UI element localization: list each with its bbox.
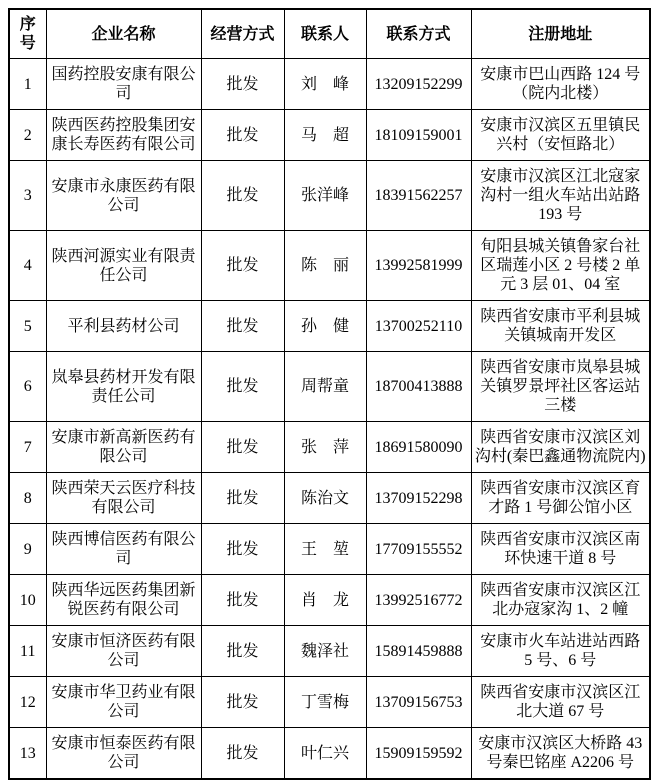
cell-serial: 13 — [9, 728, 46, 780]
table-row — [9, 110, 650, 161]
cell-phone: 18109159001 — [366, 110, 471, 161]
cell-business-mode: 批发 — [201, 473, 284, 524]
cell-address: 安康市巴山西路 124 号（院内北楼） — [471, 59, 650, 110]
cell-company-name: 安康市华卫药业有限公司 — [46, 677, 201, 728]
cell-serial: 9 — [9, 524, 46, 575]
cell-contact: 王 堃 — [284, 524, 366, 575]
cell-contact: 刘 峰 — [284, 59, 366, 110]
cell-phone: 15909159592 — [366, 728, 471, 780]
cell-business-mode: 批发 — [201, 422, 284, 473]
cell-business-mode: 批发 — [201, 626, 284, 677]
cell-phone: 13700252110 — [366, 301, 471, 352]
cell-contact: 周帮童 — [284, 352, 366, 422]
cell-business-mode: 批发 — [201, 677, 284, 728]
table-row — [9, 352, 650, 422]
cell-serial: 11 — [9, 626, 46, 677]
cell-contact: 张洋峰 — [284, 161, 366, 231]
cell-company-name: 陕西博信医药有限公司 — [46, 524, 201, 575]
table-row — [9, 473, 650, 524]
col-header-serial: 序号 — [9, 9, 46, 59]
cell-serial: 8 — [9, 473, 46, 524]
cell-business-mode: 批发 — [201, 524, 284, 575]
cell-contact: 孙 健 — [284, 301, 366, 352]
table-row — [9, 626, 650, 677]
cell-business-mode: 批发 — [201, 59, 284, 110]
cell-serial: 5 — [9, 301, 46, 352]
table-row — [9, 524, 650, 575]
col-header-contact: 联系人 — [284, 9, 366, 59]
cell-business-mode: 批发 — [201, 352, 284, 422]
cell-company-name: 平利县药材公司 — [46, 301, 201, 352]
table-row — [9, 161, 650, 231]
cell-serial: 1 — [9, 59, 46, 110]
cell-serial: 12 — [9, 677, 46, 728]
cell-phone: 18691580090 — [366, 422, 471, 473]
cell-phone: 15891459888 — [366, 626, 471, 677]
col-header-address: 注册地址 — [471, 9, 650, 59]
cell-address: 陕西省安康市岚皋县城关镇罗景坪社区客运站三楼 — [471, 352, 650, 422]
cell-address: 陕西省安康市平利县城关镇城南开发区 — [471, 301, 650, 352]
cell-address: 安康市火车站进站西路 5 号、6 号 — [471, 626, 650, 677]
cell-phone: 13992581999 — [366, 231, 471, 301]
cell-company-name: 陕西河源实业有限责任公司 — [46, 231, 201, 301]
col-header-business-mode: 经营方式 — [201, 9, 284, 59]
table-row — [9, 677, 650, 728]
col-header-company-name: 企业名称 — [46, 9, 201, 59]
cell-address: 陕西省安康市汉滨区江北大道 67 号 — [471, 677, 650, 728]
cell-company-name: 安康市新高新医药有限公司 — [46, 422, 201, 473]
cell-address: 陕西省安康市汉滨区南环快速干道 8 号 — [471, 524, 650, 575]
company-directory-table — [8, 8, 651, 780]
cell-company-name: 陕西医药控股集团安康长寿医药有限公司 — [46, 110, 201, 161]
cell-address: 陕西省安康市汉滨区刘沟村(秦巴鑫通物流院内) — [471, 422, 650, 473]
col-header-phone: 联系方式 — [366, 9, 471, 59]
cell-contact: 肖 龙 — [284, 575, 366, 626]
cell-contact: 马 超 — [284, 110, 366, 161]
cell-business-mode: 批发 — [201, 110, 284, 161]
cell-phone: 18700413888 — [366, 352, 471, 422]
cell-address: 陕西省安康市汉滨区育才路 1 号御公馆小区 — [471, 473, 650, 524]
cell-business-mode: 批发 — [201, 161, 284, 231]
table-row — [9, 422, 650, 473]
cell-serial: 4 — [9, 231, 46, 301]
cell-contact: 陈 丽 — [284, 231, 366, 301]
table-row — [9, 231, 650, 301]
cell-contact: 张 萍 — [284, 422, 366, 473]
cell-phone: 13992516772 — [366, 575, 471, 626]
cell-serial: 3 — [9, 161, 46, 231]
cell-phone: 13709156753 — [366, 677, 471, 728]
cell-contact: 魏泽社 — [284, 626, 366, 677]
cell-phone: 17709155552 — [366, 524, 471, 575]
cell-address: 陕西省安康市汉滨区江北办寇家沟 1、2 幢 — [471, 575, 650, 626]
cell-contact: 陈治文 — [284, 473, 366, 524]
cell-company-name: 岚皋县药材开发有限责任公司 — [46, 352, 201, 422]
cell-company-name: 安康市恒济医药有限公司 — [46, 626, 201, 677]
cell-phone: 13209152299 — [366, 59, 471, 110]
cell-business-mode: 批发 — [201, 301, 284, 352]
cell-company-name: 国药控股安康有限公司 — [46, 59, 201, 110]
cell-address: 安康市汉滨区大桥路 43 号秦巴铭座 A2206 号 — [471, 728, 650, 780]
cell-serial: 7 — [9, 422, 46, 473]
table-row — [9, 575, 650, 626]
table-row — [9, 728, 650, 780]
table-row — [9, 59, 650, 110]
cell-business-mode: 批发 — [201, 728, 284, 780]
cell-address: 安康市汉滨区江北寇家沟村一组火车站出站路 193 号 — [471, 161, 650, 231]
cell-business-mode: 批发 — [201, 231, 284, 301]
cell-company-name: 安康市恒泰医药有限公司 — [46, 728, 201, 780]
cell-address: 旬阳县城关镇鲁家台社区瑞莲小区 2 号楼 2 单元 3 层 01、04 室 — [471, 231, 650, 301]
cell-serial: 2 — [9, 110, 46, 161]
header-row — [9, 9, 650, 59]
cell-phone: 18391562257 — [366, 161, 471, 231]
cell-contact: 叶仁兴 — [284, 728, 366, 780]
cell-address: 安康市汉滨区五里镇民兴村（安恒路北） — [471, 110, 650, 161]
cell-serial: 10 — [9, 575, 46, 626]
cell-company-name: 陕西华远医药集团新锐医药有限公司 — [46, 575, 201, 626]
cell-serial: 6 — [9, 352, 46, 422]
table-row — [9, 301, 650, 352]
cell-company-name: 安康市永康医药有限公司 — [46, 161, 201, 231]
cell-phone: 13709152298 — [366, 473, 471, 524]
cell-company-name: 陕西荣天云医疗科技有限公司 — [46, 473, 201, 524]
cell-contact: 丁雪梅 — [284, 677, 366, 728]
cell-business-mode: 批发 — [201, 575, 284, 626]
